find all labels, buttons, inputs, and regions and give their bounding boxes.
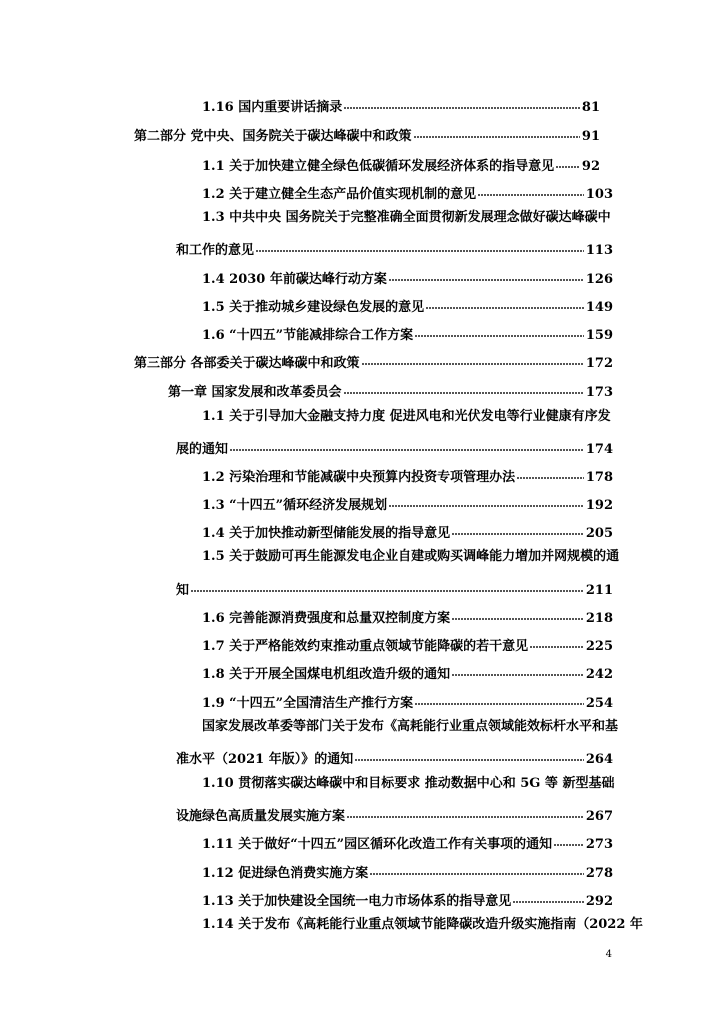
toc-entry[interactable] [202,662,613,683]
dot-leader [191,578,584,594]
toc-entry[interactable] [202,154,600,175]
toc-entry-page: 267 [585,809,613,824]
toc-entry[interactable] [202,606,613,627]
toc-entry-title: 1.2 关于建立健全生态产品价值实现机制的意见 [202,187,477,202]
toc-entry-page: 254 [585,696,613,711]
dot-leader [414,124,580,140]
toc-entry-page: 205 [585,526,613,541]
toc-entry-page: 92 [581,159,600,174]
toc-entry-title: 1.7 关于严格能效约束推动重点领域节能降碳的若干意见 [202,639,529,654]
toc-entry-title: 1.12 促进绿色消费实施方案 [202,866,369,881]
toc-entry-title: 1.2 污染治理和节能减碳中央预算内投资专项管理办法 [202,470,516,485]
toc-entry-title: 1.9 “十四五”全国清洁生产推行方案 [202,696,414,711]
toc-entry-page: 264 [585,752,613,767]
dot-leader [415,691,584,707]
toc-entry-title: 1.4 2030 年前碳达峰行动方案 [202,272,387,287]
dot-leader [347,804,584,820]
toc-entry-title: 1.13 关于加快建设全国统一电力市场体系的指导意见 [202,894,512,909]
toc-entry-title: 第三部分 各部委关于碳达峰碳中和政策 [134,356,360,371]
toc-entry[interactable] [202,861,613,882]
toc-entry-title: 1.8 关于开展全国煤电机组改造升级的通知 [202,667,451,682]
dot-leader [344,95,580,111]
toc-entry-page: 273 [585,837,613,852]
toc-entry[interactable] [202,634,613,655]
toc-entry-title[interactable]: 1.14 关于发布《高耗能行业重点领域节能降碳改造升级实施指南（2022 年 [202,917,643,932]
toc-entry-page: 172 [585,356,613,371]
toc-entry-continuation: 展的通知 [176,442,229,457]
toc-entry[interactable] [202,889,613,910]
dot-leader [426,295,584,311]
dot-leader [554,832,584,848]
dot-leader [230,437,584,453]
toc-entry[interactable] [202,493,613,514]
toc-entry[interactable] [202,95,600,116]
toc-entry[interactable] [202,465,613,486]
toc-entry-title[interactable]: 国家发展改革委等部门关于发布《高耗能行业重点领域能效标杆水平和基 [202,719,619,734]
toc-entry-title: 1.3 “十四五”循环经济发展规划 [202,498,388,513]
toc-entry[interactable] [176,747,613,768]
toc-entry-title: 1.6 “十四五”节能减排综合工作方案 [202,328,414,343]
toc-entry-page: 178 [585,470,613,485]
toc-entry-page: 113 [585,243,613,258]
toc-entry-page: 218 [585,611,613,626]
dot-leader [362,351,584,367]
dot-leader [513,889,584,905]
dot-leader [452,662,584,678]
toc-entry-page: 278 [585,866,613,881]
toc-entry-page: 126 [585,272,613,287]
toc-entry-title: 第一章 国家发展和改革委员会 [168,385,342,400]
dot-leader [478,182,584,198]
toc-chapter-heading[interactable] [168,380,613,401]
toc-entry-page: 103 [585,187,613,202]
toc-entry[interactable] [176,578,613,599]
toc-entry-page: 91 [581,129,600,144]
dot-leader [389,267,584,283]
toc-entry[interactable] [202,323,613,344]
toc-entry-continuation: 设施绿色高质量发展实施方案 [176,809,346,824]
toc-entry-page: 292 [585,894,613,909]
toc-entry[interactable] [202,182,613,203]
dot-leader [556,154,580,170]
toc-entry-title: 1.4 关于加快推动新型储能发展的指导意见 [202,526,451,541]
toc-entry[interactable] [176,238,613,259]
toc-entry-title: 1.5 关于推动城乡建设绿色发展的意见 [202,300,425,315]
toc-entry[interactable] [202,691,613,712]
dot-leader [344,380,584,396]
toc-entry-title: 1.6 完善能源消费强度和总量双控制度方案 [202,611,451,626]
toc-entry-continuation: 准水平（2021 年版）》的通知 [176,752,354,767]
toc-entry-title: 1.16 国内重要讲话摘录 [202,100,343,115]
toc-entry-continuation: 和工作的意见 [176,243,255,258]
toc-entry-page: 149 [585,300,613,315]
toc-entry[interactable] [202,521,613,542]
dot-leader [389,493,584,509]
toc-entry-page: 242 [585,667,613,682]
dot-leader [415,323,584,339]
toc-entry-page: 211 [585,583,613,598]
toc-entry-title[interactable]: 1.1 关于引导加大金融支持力度 促进风电和光伏发电等行业健康有序发 [202,409,611,424]
toc-entry-page: 159 [585,328,613,343]
dot-leader [452,606,584,622]
toc-entry-title[interactable]: 1.10 贯彻落实碳达峰碳中和目标要求 推动数据中心和 5G 等 新型基础 [202,776,615,791]
toc-entry[interactable] [202,832,613,853]
toc-entry-continuation: 知 [176,583,190,598]
toc-entry-title: 1.11 关于做好“十四五”园区循环化改造工作有关事项的通知 [202,837,553,852]
page-number: 4 [605,949,612,960]
toc-part-heading[interactable] [134,124,600,145]
toc-entry[interactable] [176,437,613,458]
toc-entry-title[interactable]: 1.5 关于鼓励可再生能源发电企业自建或购买调峰能力增加并网规模的通 [202,549,620,564]
toc-entry[interactable] [176,804,613,825]
toc-entry-title[interactable]: 1.3 中共中央 国务院关于完整准确全面贯彻新发展理念做好碳达峰碳中 [202,210,611,225]
toc-part-heading[interactable] [134,351,613,372]
toc-entry-page: 81 [581,100,600,115]
toc-entry-page: 173 [585,385,613,400]
toc-entry[interactable] [202,267,613,288]
dot-leader [452,521,584,537]
dot-leader [530,634,584,650]
toc-entry-page: 174 [585,442,613,457]
toc-entry-page: 192 [585,498,613,513]
toc-entry-title: 第二部分 党中央、国务院关于碳达峰碳中和政策 [134,129,412,144]
dot-leader [370,861,584,877]
dot-leader [355,747,584,763]
dot-leader [517,465,584,481]
toc-entry-page: 225 [585,639,613,654]
toc-entry-title: 1.1 关于加快建立健全绿色低碳循环发展经济体系的指导意见 [202,159,555,174]
dot-leader [256,238,584,254]
toc-entry[interactable] [202,295,613,316]
